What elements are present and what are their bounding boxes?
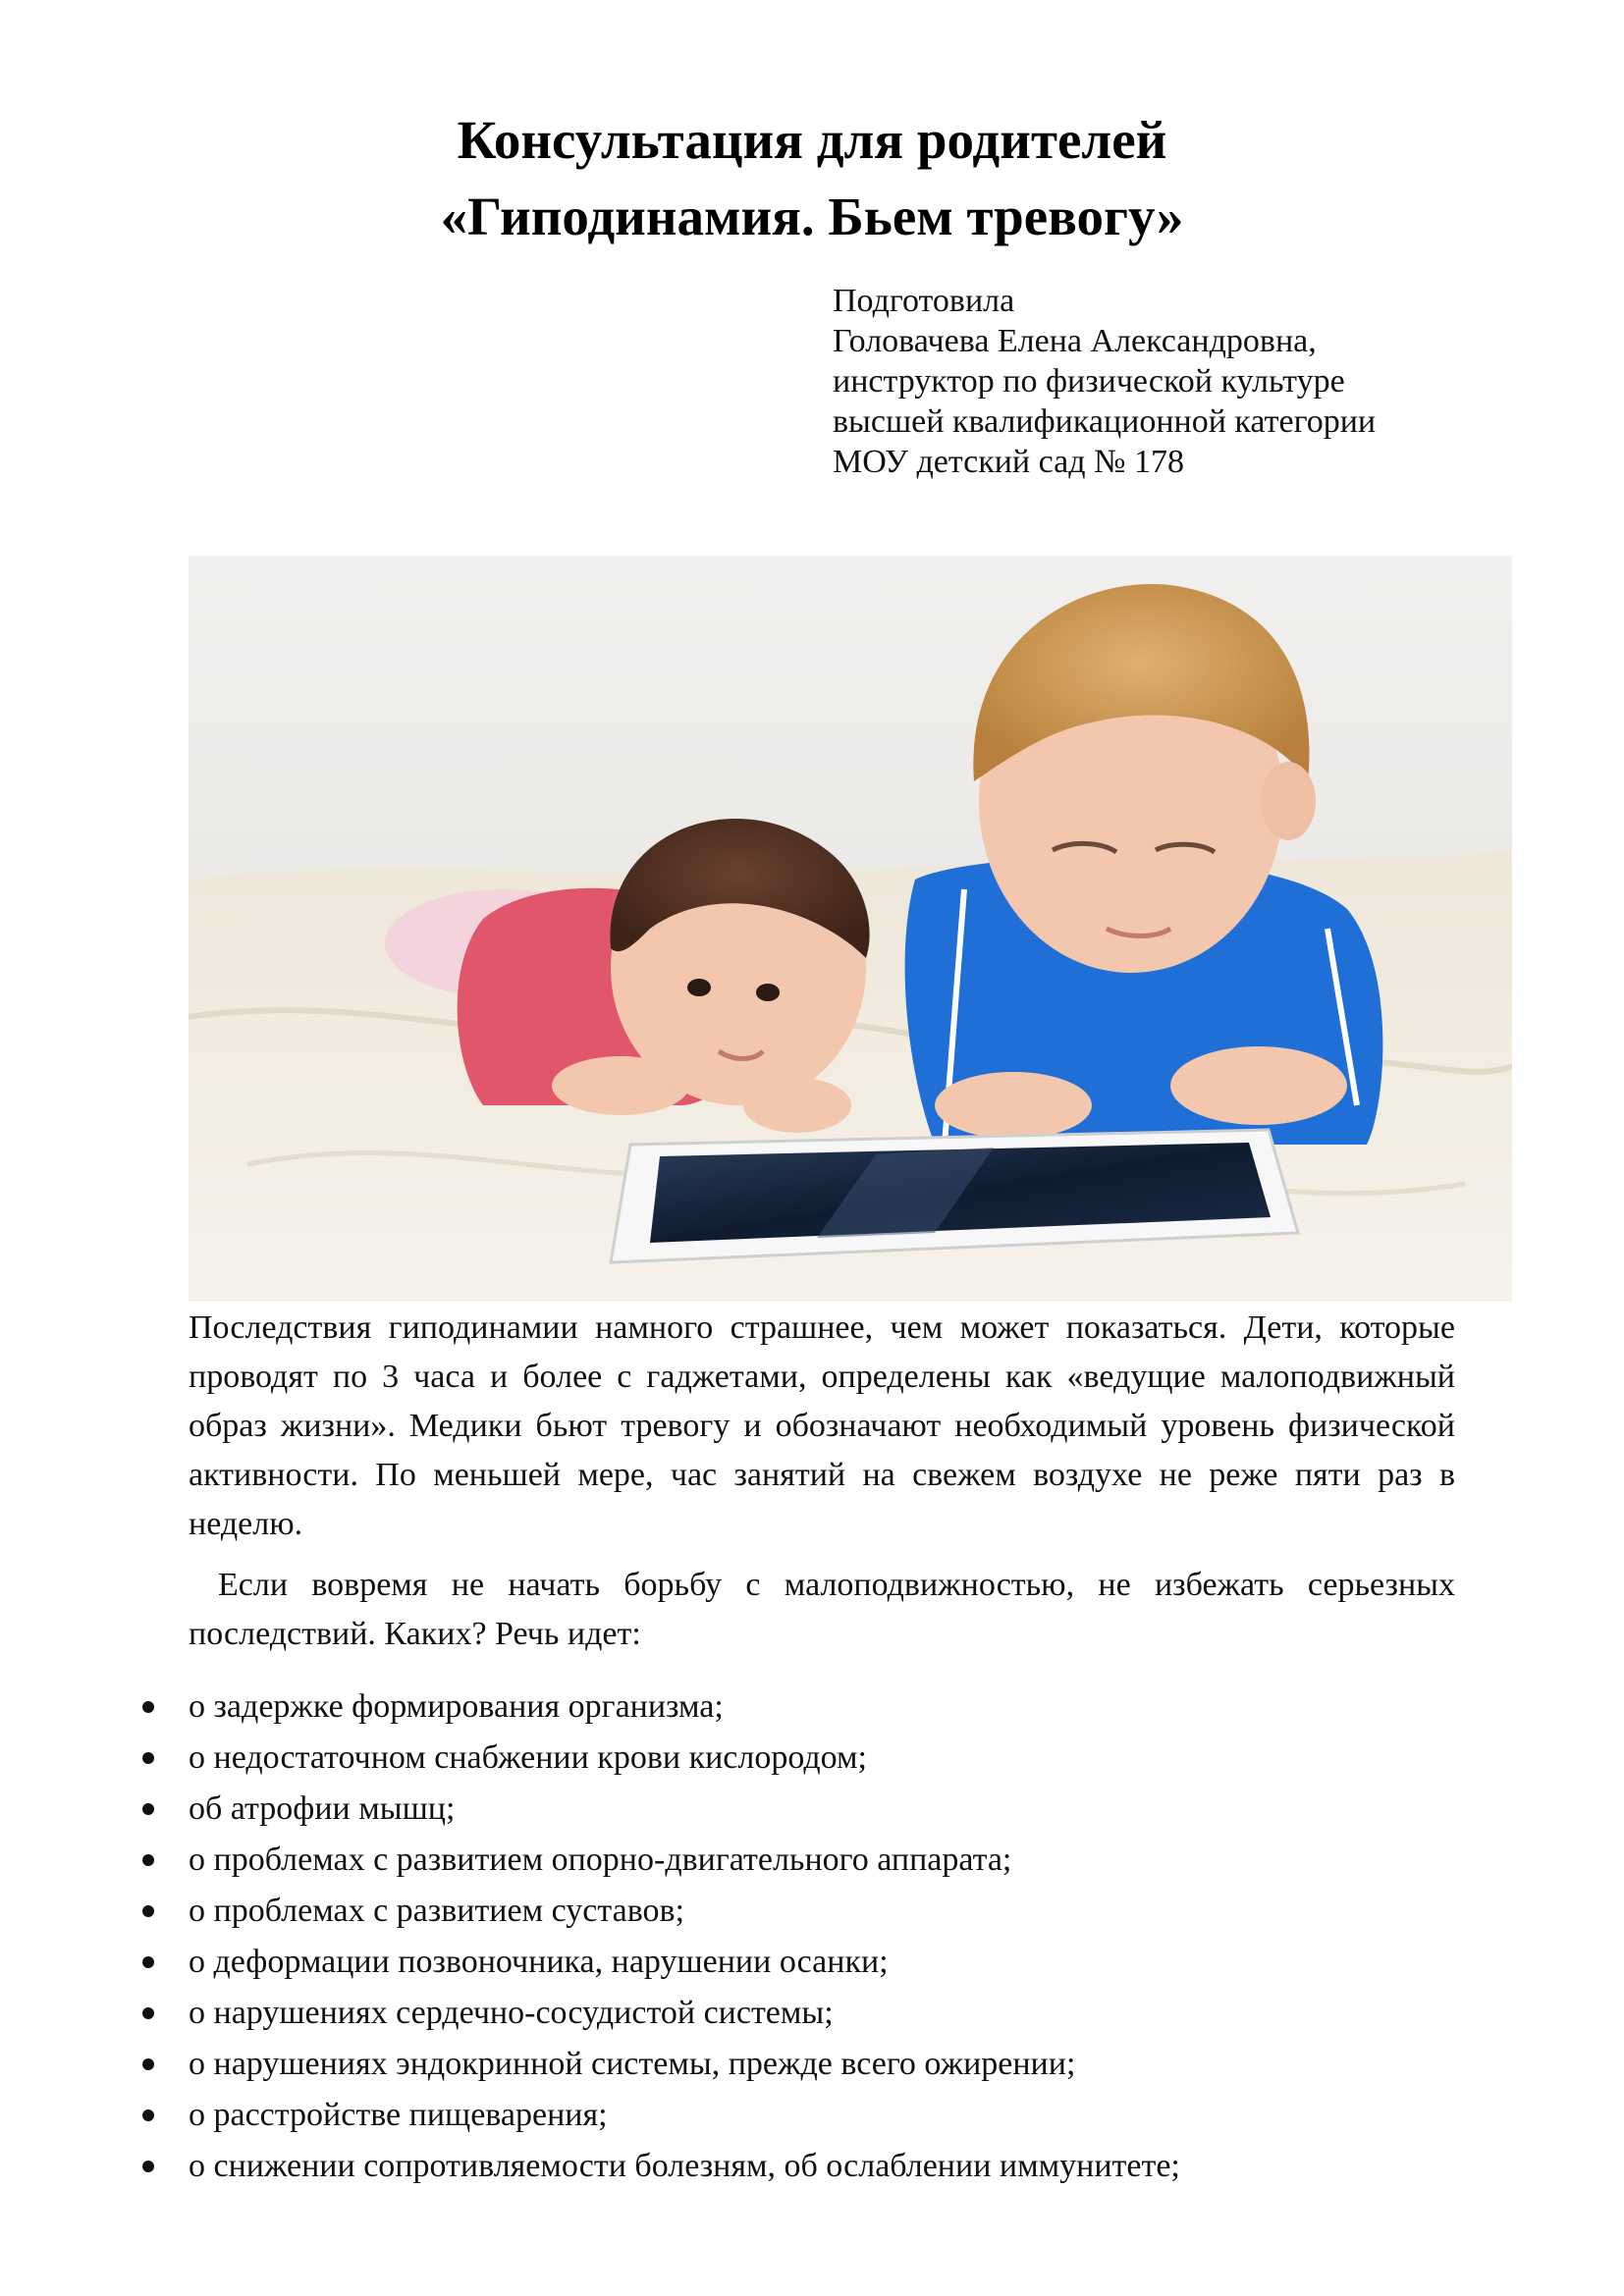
consequences-list (0, 1682, 1624, 2192)
title-line-2: «Гиподинамия. Бьем тревогу» (440, 187, 1184, 246)
list-item (0, 1784, 1624, 1835)
document-title (0, 102, 1624, 255)
list-item-text: о недостаточном снабжении крови кислородом; (189, 1739, 867, 1776)
author-line: МОУ детский сад № 178 (833, 444, 1184, 480)
list-item (0, 1733, 1624, 1784)
list-item (0, 1937, 1624, 1988)
list-item-text: о задержке формирования организма; (189, 1688, 724, 1725)
children-with-tablet-photo (189, 556, 1512, 1302)
list-item (0, 2141, 1624, 2192)
paragraph-struggle: Если вовремя не начать борьбу с малоподвижностью, не избежать серьезных последствий. Каких? Речь идет: (189, 1567, 1455, 1652)
list-item-text: о проблемах с развитием опорно-двигательного аппарата; (189, 1842, 1012, 1878)
list-item-text: о деформации позвоночника, нарушении осанки; (189, 1944, 889, 1980)
bullet-icon (142, 1854, 154, 1866)
list-item-text: о снижении сопротивляемости болезням, об ослаблении иммунитете; (189, 2148, 1180, 2184)
bullet-icon (142, 1956, 154, 1968)
photo-illustration (189, 556, 1512, 1302)
bullet-icon (142, 2161, 154, 2172)
bullet-icon (142, 2007, 154, 2019)
author-line: Подготовила (833, 283, 1015, 319)
author-line: инструктор по физической культуре (833, 363, 1345, 400)
list-item-text: о нарушениях эндокринной системы, прежде всего ожирении; (189, 2046, 1076, 2082)
bullet-icon (142, 1905, 154, 1917)
author-line: высшей квалификационной категории (833, 403, 1377, 440)
list-item-text: об атрофии мышц; (189, 1790, 456, 1827)
bullet-icon (142, 1701, 154, 1713)
title-line-1: Консультация для родителей (457, 110, 1167, 170)
list-item (0, 1988, 1624, 2039)
list-item (0, 1835, 1624, 1886)
list-item (0, 2090, 1624, 2141)
bullet-icon (142, 2109, 154, 2121)
list-item-text: о нарушениях сердечно-сосудистой системы; (189, 1995, 834, 2031)
author-line: Головачева Елена Александровна, (833, 323, 1317, 359)
bullet-icon (142, 1752, 154, 1764)
bullet-icon (142, 2058, 154, 2070)
list-item (0, 1682, 1624, 1733)
list-item (0, 1886, 1624, 1937)
list-item (0, 2039, 1624, 2090)
author-block (833, 281, 1376, 482)
list-item-text: о расстройстве пищеварения; (189, 2097, 608, 2133)
list-item-text: о проблемах с развитием суставов; (189, 1893, 685, 1929)
paragraph-consequences: Последствия гиподинамии намного страшнее, чем может показаться. Дети, которые проводят по 3 часа и более с гаджетами, определены как «ведущие малоподвижный образ жизни». Медики бьют тревогу и обозначают необходимый уровень физической активности. По меньшей мере, час занятий на свежем воздухе не реже пяти раз в неделю. (189, 1309, 1455, 1542)
bullet-icon (142, 1803, 154, 1815)
